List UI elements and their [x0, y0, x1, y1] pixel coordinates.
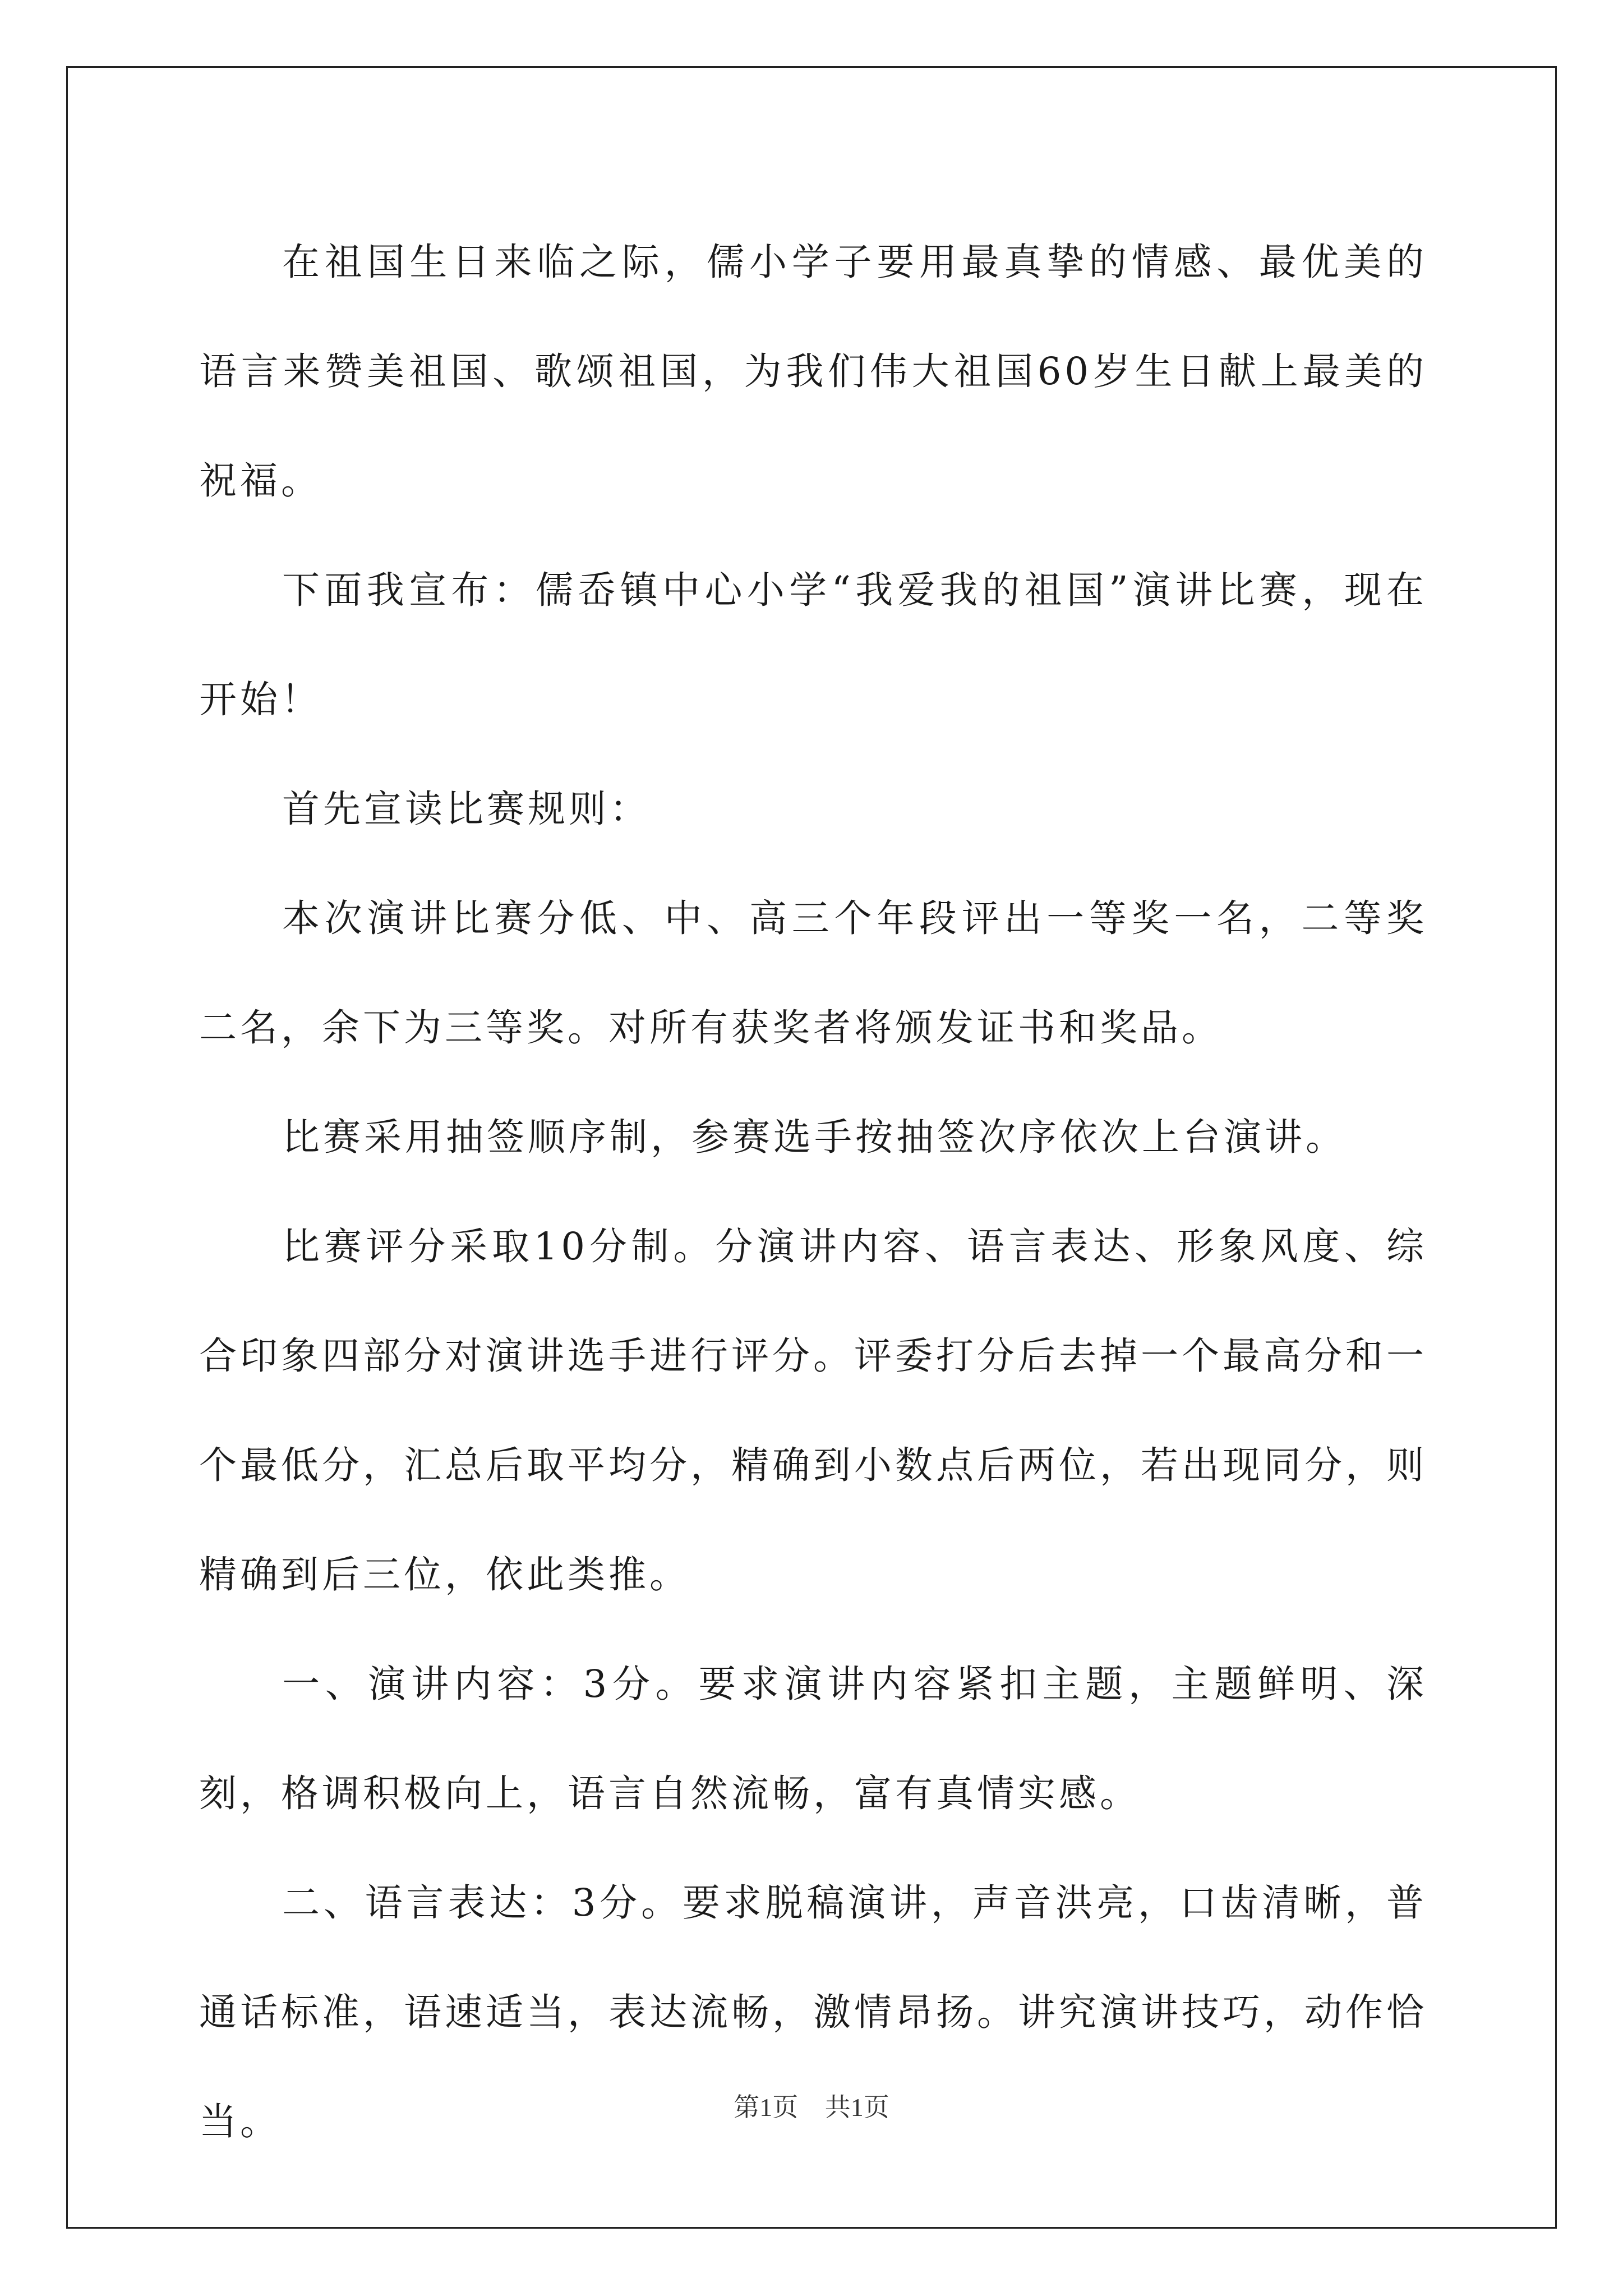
paragraph-4: 本次演讲比赛分低、中、高三个年段评出一等奖一名，二等奖二名，余下为三等奖。对所有获奖者将颁发证书和奖品。 — [199, 896, 1427, 1050]
paragraph-7: 一、演讲内容：3分。要求演讲内容紧扣主题，主题鲜明、深刻，格调积极向上，语言自然流畅，富有真情实感。 — [199, 1662, 1427, 1815]
page-footer — [0, 2087, 1623, 2124]
paragraph-3: 首先宣读比赛规则： — [282, 787, 651, 831]
page-total: 共1页 — [824, 2093, 889, 2122]
paragraph-8: 二、语言表达：3分。要求脱稿演讲，声音洪亮，口齿清晰，普通话标准，语速适当，表达流畅，激情昂扬。讲究演讲技巧，动作恰当。 — [199, 1881, 1427, 2143]
paragraph-5: 比赛采用抽签顺序制，参赛选手按抽签次序依次上台演讲。 — [282, 1115, 1347, 1159]
paragraph-1: 在祖国生日来临之际，儒小学子要用最真挚的情感、最优美的语言来赞美祖国、歌颂祖国，为我们伟大祖国60岁生日献上最美的祝福。 — [199, 240, 1427, 503]
page-number: 第1页 — [734, 2093, 799, 2122]
paragraph-2: 下面我宣布：儒岙镇中心小学“我爱我的祖国”演讲比赛，现在开始！ — [199, 568, 1427, 721]
paragraph-6: 比赛评分采取10分制。分演讲内容、语言表达、形象风度、综合印象四部分对演讲选手进行评分。评委打分后去掉一个最高分和一个最低分，汇总后取平均分，精确到小数点后两位，若出现同分，则精确到后三位，依此类推。 — [199, 1225, 1427, 1596]
document-body — [199, 208, 1427, 2177]
